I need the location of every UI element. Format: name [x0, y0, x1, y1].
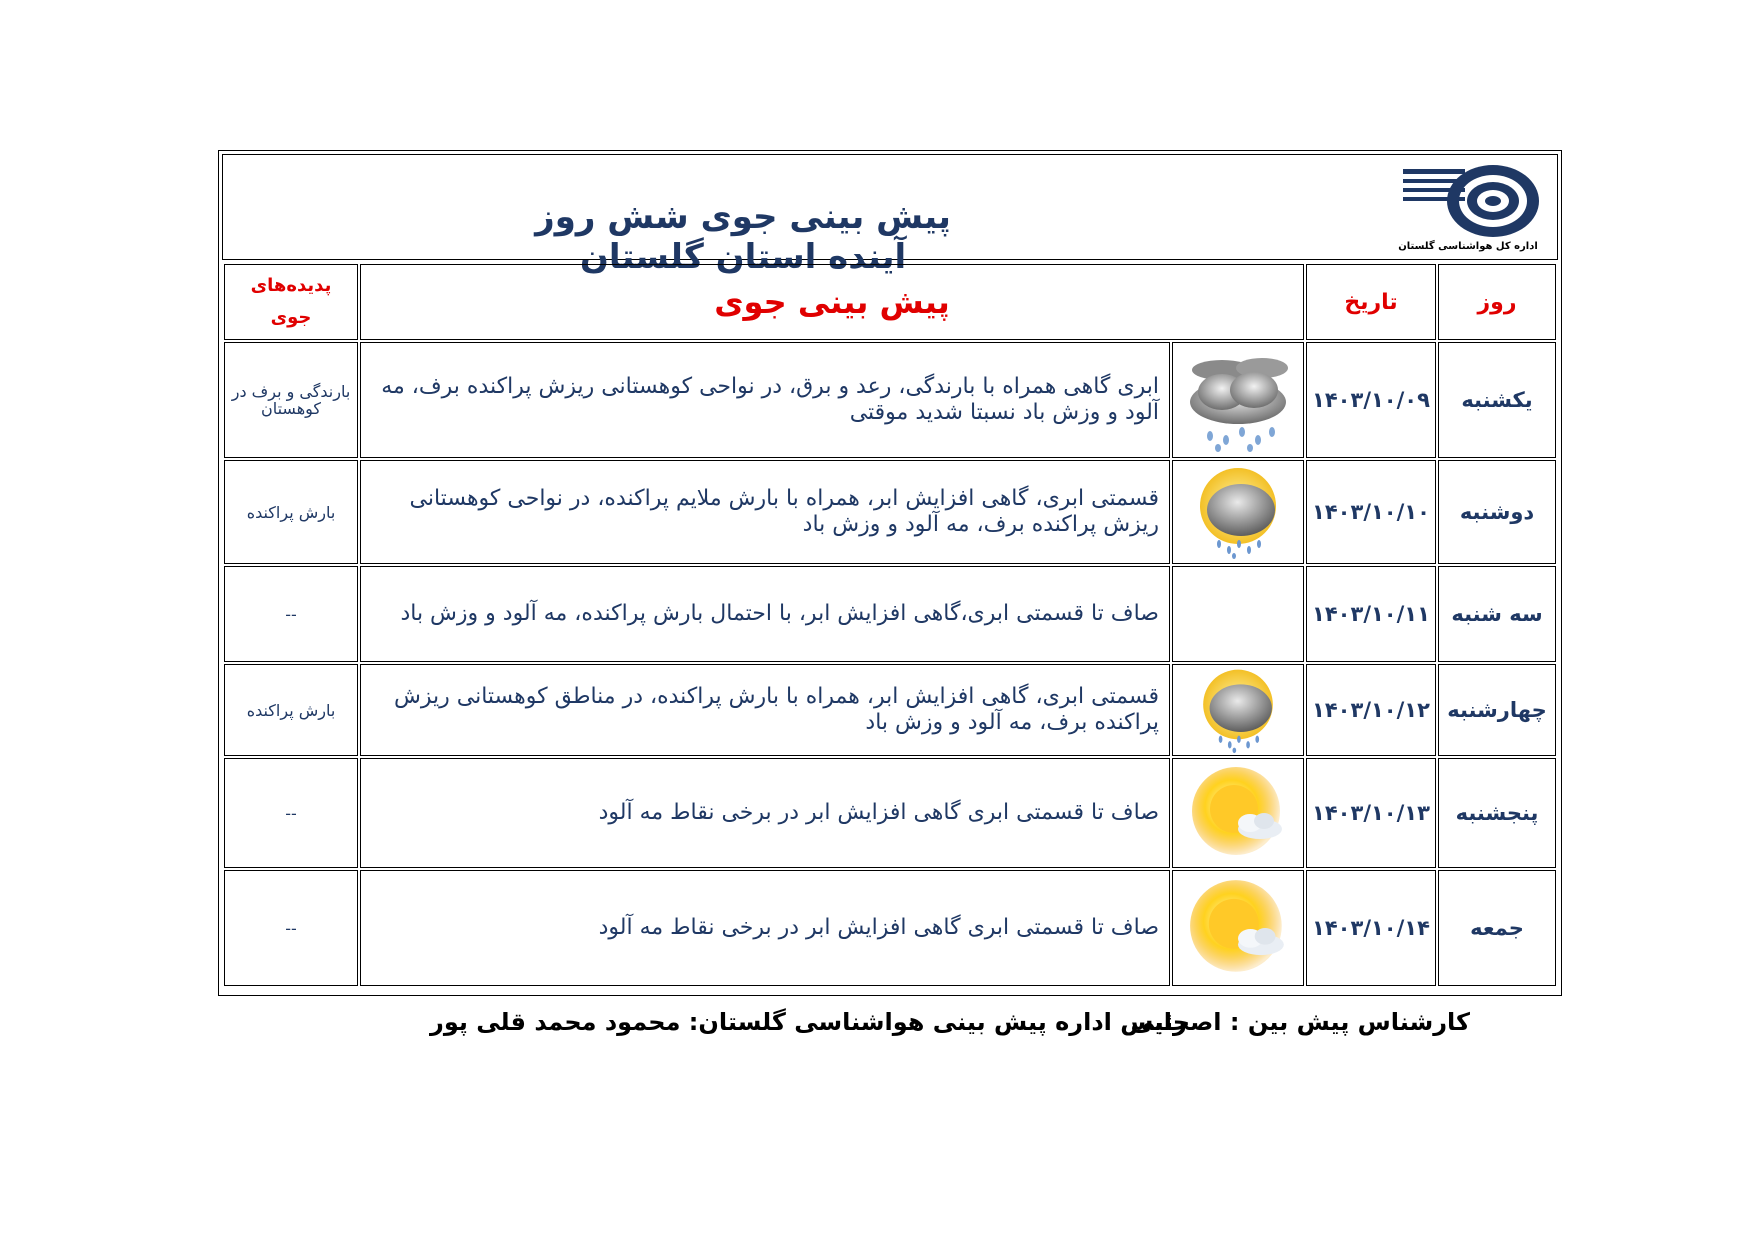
office-head-name: رئیس اداره پیش بینی هواشناسی گلستان: محمود محمد قلی پور: [430, 1008, 1187, 1036]
meteorological-organization-logo: [1393, 161, 1543, 255]
weather-icon-cell: [1172, 664, 1304, 756]
date-cell: ۱۴۰۳/۱۰/۱۲: [1306, 664, 1436, 756]
forecaster-name: کارشناس پیش بین : اصحابی: [1130, 1008, 1470, 1036]
weather-icon-cell: [1172, 566, 1304, 662]
forecast-table: [222, 262, 1558, 988]
table-header-row: [224, 264, 1556, 340]
forecast-text-cell: قسمتی ابری، گاهی افزایش ابر، همراه با بارش پراکنده، در مناطق کوهستانی ریزش پراکنده برف، مه آلود و وزش باد: [360, 664, 1170, 756]
forecast-text-cell: قسمتی ابری، گاهی افزایش ابر، همراه با بارش ملایم پراکنده، در نواحی کوهستانی ریزش پراکنده برف، مه آلود و وزش باد: [360, 460, 1170, 564]
table-row: [224, 342, 1556, 458]
phenomena-header: [224, 264, 358, 340]
day-header: روز: [1438, 264, 1556, 340]
table-row: [224, 870, 1556, 986]
phenomena-cell: --: [224, 758, 358, 868]
date-cell: ۱۴۰۳/۱۰/۰۹: [1306, 342, 1436, 458]
table-row: [224, 566, 1556, 662]
table-row: [224, 664, 1556, 756]
day-cell: دوشنبه: [1438, 460, 1556, 564]
phenomena-cell: بارش پراکنده: [224, 664, 358, 756]
sun-cloud-rain-icon: [1193, 666, 1283, 754]
forecast-text-cell: صاف تا قسمتی ابری گاهی افزایش ابر در برخی نقاط مه آلود: [360, 870, 1170, 986]
day-cell: جمعه: [1438, 870, 1556, 986]
date-cell: ۱۴۰۳/۱۰/۱۱: [1306, 566, 1436, 662]
phenomena-cell: بارش پراکنده: [224, 460, 358, 564]
logo-caption: اداره کل هواشناسی گلستان: [1398, 241, 1538, 252]
table-row: [224, 460, 1556, 564]
forecast-sheet: [218, 150, 1562, 996]
header-box: [222, 154, 1558, 277]
day-cell: سه شنبه: [1438, 566, 1556, 662]
day-cell: چهارشنبه: [1438, 664, 1556, 756]
date-cell: ۱۴۰۳/۱۰/۱۳: [1306, 758, 1436, 868]
weather-icon-cell: [1172, 460, 1304, 564]
sun-cloud-rain-icon: [1193, 464, 1283, 560]
phenomena-cell: --: [224, 870, 358, 986]
table-row: [224, 758, 1556, 868]
weather-icon-cell: [1172, 758, 1304, 868]
day-cell: پنجشنبه: [1438, 758, 1556, 868]
date-cell: ۱۴۰۳/۱۰/۱۴: [1306, 870, 1436, 986]
forecast-text-cell: صاف تا قسمتی ابری گاهی افزایش ابر در برخی نقاط مه آلود: [360, 758, 1170, 868]
sun-small-cloud-icon: [1190, 765, 1286, 861]
phenomena-cell: --: [224, 566, 358, 662]
day-cell: یکشنبه: [1438, 342, 1556, 458]
phenomena-cell: بارندگی و برف در کوهستان: [224, 342, 358, 458]
sun-small-cloud-icon: [1188, 878, 1288, 978]
rain-cloud-icon: [1182, 348, 1294, 452]
date-header: تاریخ: [1306, 264, 1436, 340]
weather-icon-cell: [1172, 342, 1304, 458]
phenomena-header-line2: جوی: [270, 307, 312, 328]
weather-icon-cell: [1172, 870, 1304, 986]
page-title: پیش بینی جوی شش روز آینده استان گلستان: [535, 197, 951, 277]
forecast-header: پیش بینی جوی: [360, 264, 1304, 340]
phenomena-header-line1: پدیده‌های: [250, 275, 332, 296]
date-cell: ۱۴۰۳/۱۰/۱۰: [1306, 460, 1436, 564]
forecast-text-cell: ابری گاهی همراه با بارندگی، رعد و برق، در نواحی کوهستانی ریزش پراکنده برف، مه آلود و وزش باد نسبتا شدید موقتی: [360, 342, 1170, 458]
forecast-text-cell: صاف تا قسمتی ابری،گاهی افزایش ابر، با احتمال بارش پراکنده، مه آلود و وزش باد: [360, 566, 1170, 662]
